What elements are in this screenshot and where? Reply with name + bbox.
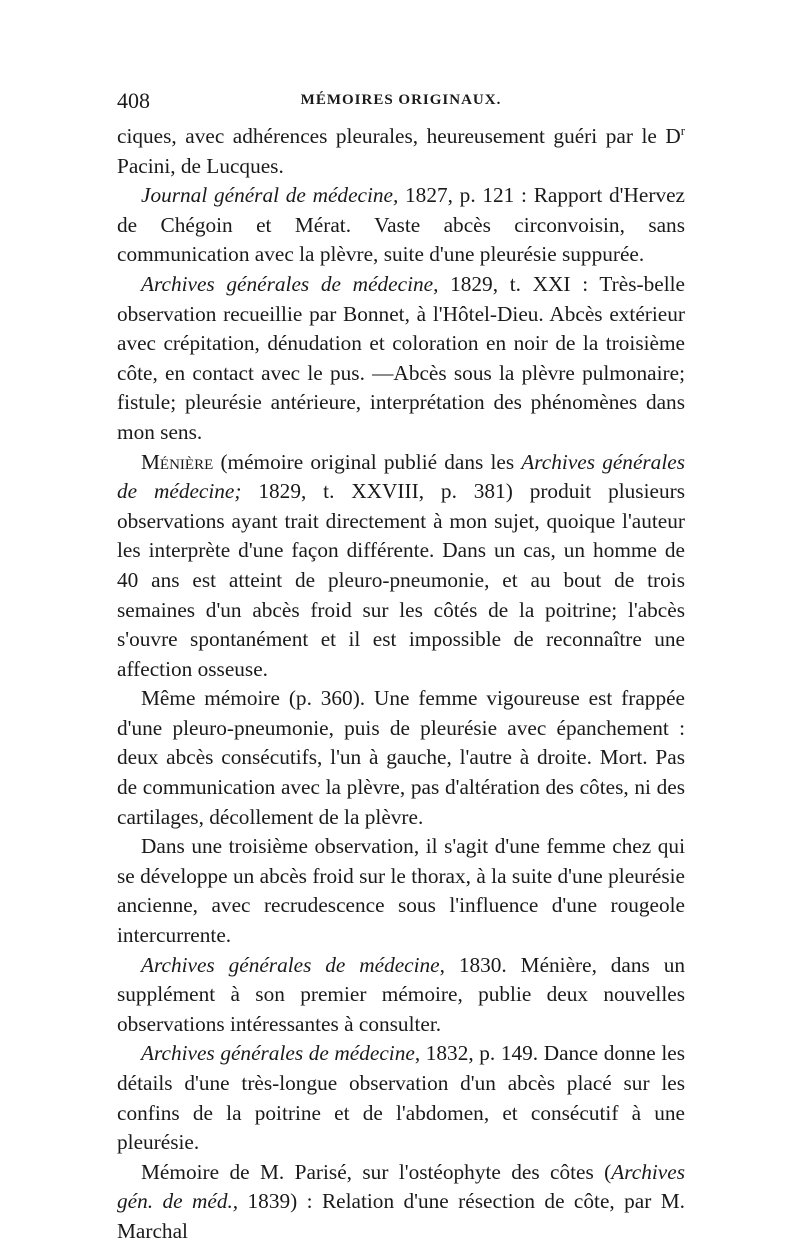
paragraph [117,1039,685,1157]
text-run: , 1832, p. 149. Dance donne les détails d'une très-longue observation d'un abcès placé sur les confins de la poitrine et de l'abdomen, et consécutif à une pleurésie. [117,1041,685,1155]
text-run: 1839) : Relation d'une résection de côte, par M. Marchal [117,1189,685,1243]
paragraph [117,951,685,1040]
paragraph [117,270,685,448]
paragraph [117,684,685,832]
italic-citation: Archives générales de médecine, [141,271,439,296]
italic-citation: Journal général de médecine, [141,183,399,208]
text-run: 1829, t. XXI : Très-belle observation recueillie par Bonnet, à l'Hôtel-Dieu. Abcès extérieur avec crépitation, dénudation et coloration en noir de la troisième côte, en contact avec le pus. —Abcès sous la plèvre pulmonaire; fistule; pleurésie antérieure, interprétation des phénomènes dans mon sens. [117,271,685,444]
paragraph [117,832,685,950]
text-run: , 1830. Ménière, dans un supplément à son premier mémoire, publie deux nouvelles observations intéressantes à consulter. [117,952,685,1036]
text-run: Mémoire de M. Parisé, sur l'ostéophyte des côtes ( [141,1159,612,1184]
italic-citation: Archives générales de médecine; [117,449,685,504]
body-text [117,122,685,1247]
text-run: Pacini, de Lucques. [117,153,284,178]
text-run: r [680,123,685,138]
running-head: MÉMOIRES ORIGINAUX. [300,92,502,108]
paragraph [117,448,685,685]
italic-citation: Archives générales de médecine [141,952,440,977]
page-number: 408 [117,88,150,113]
text-run: 1829, t. XXVIII, p. 381) produit plusieurs observations ayant trait directement à mon sujet, quoique l'auteur les interprète d'une façon différente. Dans un cas, un homme de 40 ans est atteint de pleuro-pneumonie, et au bout de trois semaines d'un abcès froid sur les côtés de la poitrine; l'abcès s'ouvre spontanément et il est impossible de reconnaître une affection osseuse. [117,479,685,681]
book-page [117,88,685,1247]
italic-citation: Archives gén. de méd., [117,1159,685,1214]
text-run: 1827, p. 121 : Rapport d'Hervez de Chégoin et Mérat. Vaste abcès circonvoisin, sans communication avec la plèvre, suite d'une pleurésie suppurée. [117,183,685,267]
page-header [117,88,685,122]
text-run: Même mémoire (p. 360). Une femme vigoureuse est frappée d'une pleuro-pneumonie, puis de pleurésie avec épanchement : deux abcès consécutifs, l'un à gauche, l'autre à droite. Mort. Pas de communication avec la plèvre, pas d'altération des côtes, ni des cartilages, décollement de la plèvre. [117,686,685,829]
paragraph [117,122,685,181]
author-name: Ménière [141,449,214,474]
text-run: (mémoire original publié dans les [213,449,522,474]
text-run: Dans une troisième observation, il s'agit d'une femme chez qui se développe un abcès froid sur le thorax, à la suite d'une pleurésie ancienne, avec recrudescence sous l'influence d'une rougeole intercurrente. [117,834,685,948]
paragraph [117,1158,685,1247]
italic-citation: Archives générales de médecine [141,1041,415,1066]
text-run: ciques, avec adhérences pleurales, heureusement guéri par le D [117,124,681,148]
paragraph [117,181,685,270]
